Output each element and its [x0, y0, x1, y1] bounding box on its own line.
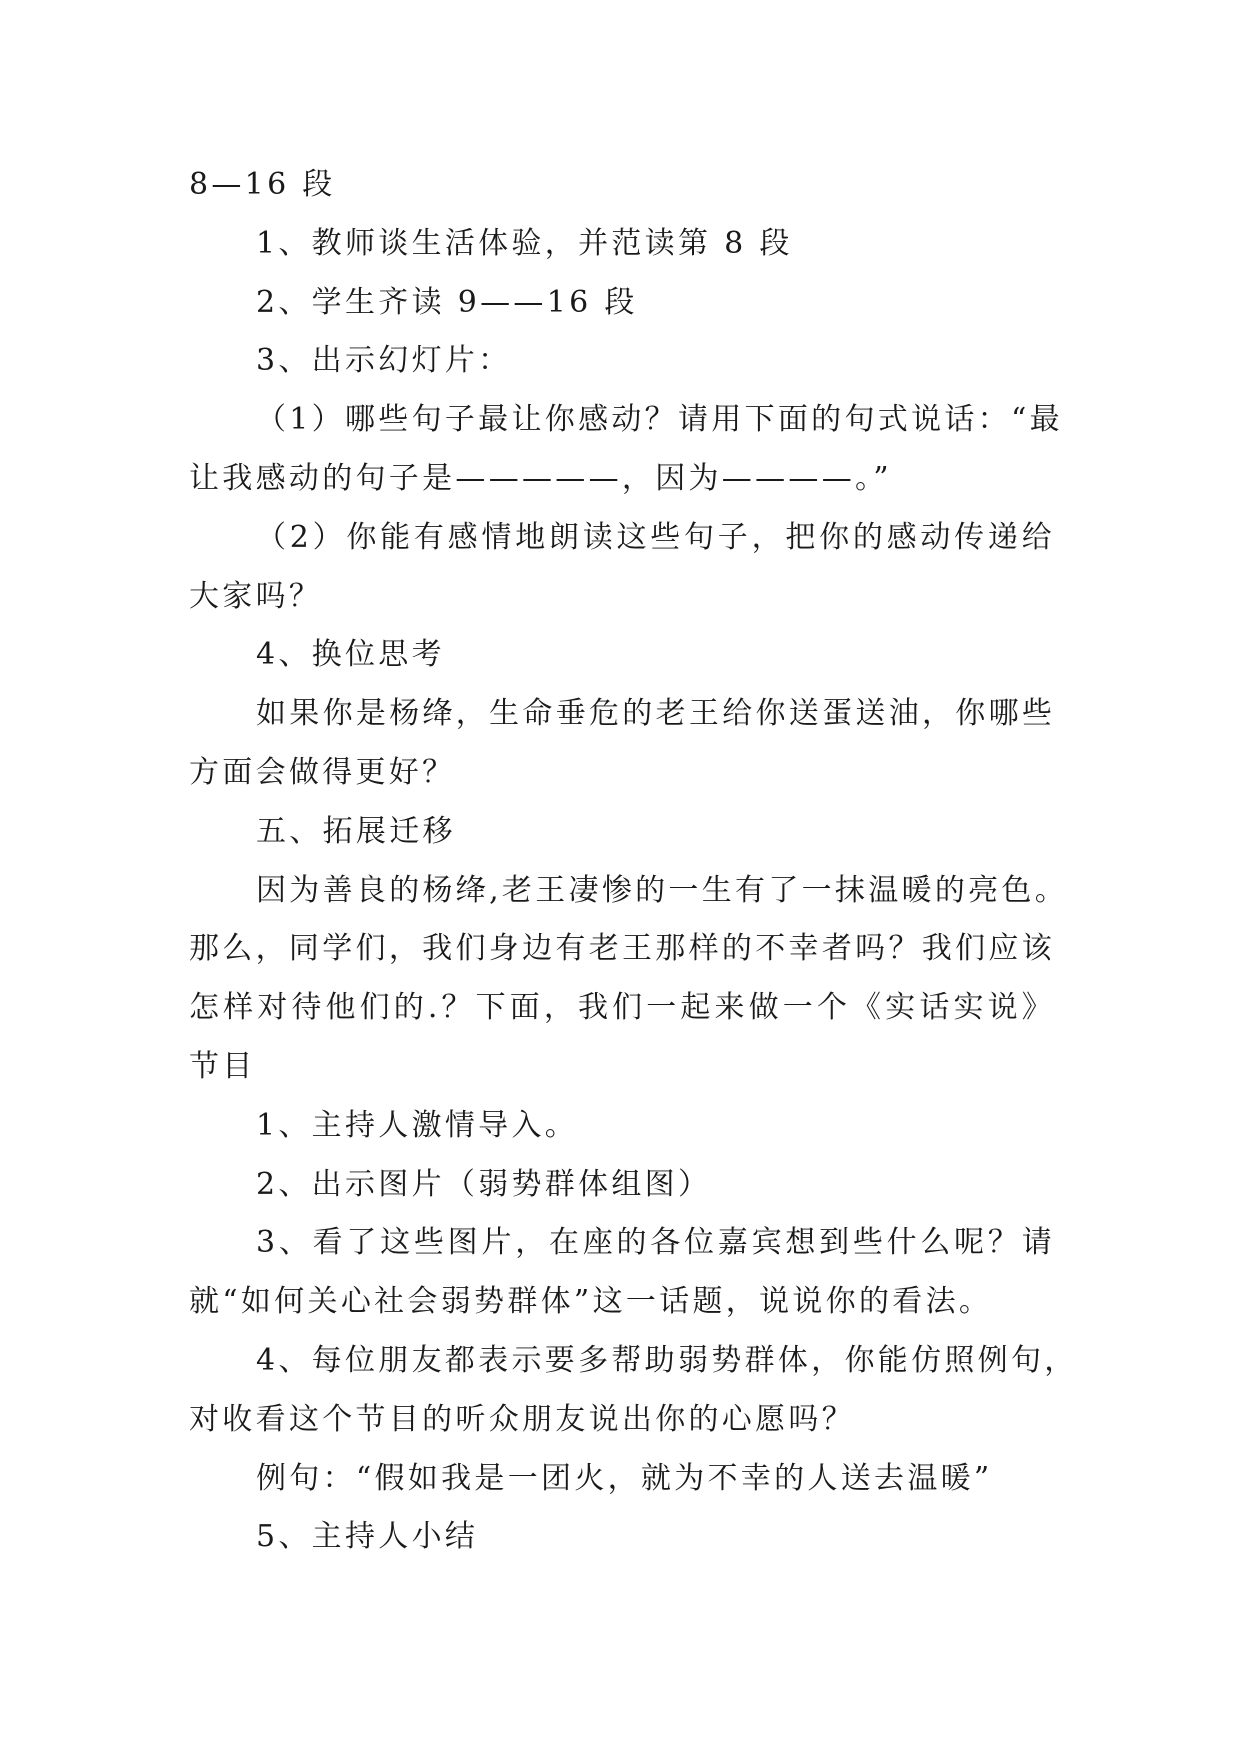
paragraph-line: 4、换位思考	[256, 637, 445, 673]
step-show-slides	[189, 332, 1055, 391]
example-sentence	[189, 1450, 1055, 1509]
perspective-question	[189, 685, 1055, 803]
paragraph-line: 节目	[189, 1048, 256, 1084]
paragraph-line: 就“如何关心社会弱势群体”这一话题，说说你的看法。	[189, 1284, 993, 1320]
slide-question-2	[189, 509, 1055, 627]
section-heading-extension	[189, 803, 1055, 862]
activity-step-4	[189, 1332, 1078, 1450]
paragraph-line: 例句：“假如我是一团火，就为不幸的人送去温暖”	[256, 1460, 993, 1496]
activity-step-1	[189, 1097, 1055, 1156]
paragraph-line: 2、学生齐读 9——16 段	[256, 284, 638, 320]
step-teacher-reading	[189, 215, 1055, 274]
paragraph-line: 3、看了这些图片，在座的各位嘉宾想到些什么呢？请	[256, 1225, 1055, 1261]
paragraph-line: 4、每位朋友都表示要多帮助弱势群体，你能仿照例句，	[256, 1342, 1078, 1378]
paragraph-line: 如果你是杨绛，生命垂危的老王给你送蛋送油，你哪些	[256, 696, 1056, 732]
paragraph-line: 怎样对待他们的.？下面，我们一起来做一个《实话实说》	[189, 990, 1055, 1026]
activity-step-3	[189, 1214, 1055, 1332]
paragraph-line: 1、主持人激情导入。	[256, 1107, 579, 1143]
paragraph-line: （1）哪些句子最让你感动？请用下面的句式说话：“最	[256, 402, 1063, 438]
extension-intro	[189, 862, 1069, 1097]
body-text	[189, 156, 1078, 1567]
paragraph-line: 3、出示幻灯片：	[256, 343, 512, 379]
paragraph-line: 那么，同学们，我们身边有老王那样的不幸者吗？我们应该	[189, 931, 1055, 967]
paragraph-line: 大家吗？	[189, 578, 323, 614]
paragraph-line: 2、出示图片（弱势群体组图）	[256, 1166, 712, 1202]
continuation-line: 8—16 段	[189, 167, 336, 202]
paragraph-line: 对收看这个节目的听众朋友说出你的心愿吗？	[189, 1401, 855, 1437]
paragraph-line: 方面会做得更好？	[189, 754, 456, 790]
slide-question-1	[189, 391, 1063, 509]
paragraph-line: 让我感动的句子是—————，因为————。”	[189, 460, 892, 496]
step-perspective-taking	[189, 626, 1055, 685]
paragraph-line: 5、主持人小结	[256, 1519, 479, 1555]
paragraph-line: 因为善良的杨绛,老王凄惨的一生有了一抹温暖的亮色。	[256, 872, 1069, 908]
step-students-reading	[189, 274, 1055, 333]
paragraph-line: （2）你能有感情地朗读这些句子，把你的感动传递给	[256, 519, 1055, 555]
activity-step-2	[189, 1156, 1055, 1215]
paragraph-line: 1、教师谈生活体验，并范读第 8 段	[256, 225, 793, 261]
section-heading-line: 五、拓展迁移	[256, 813, 456, 849]
activity-step-5	[189, 1508, 1055, 1567]
